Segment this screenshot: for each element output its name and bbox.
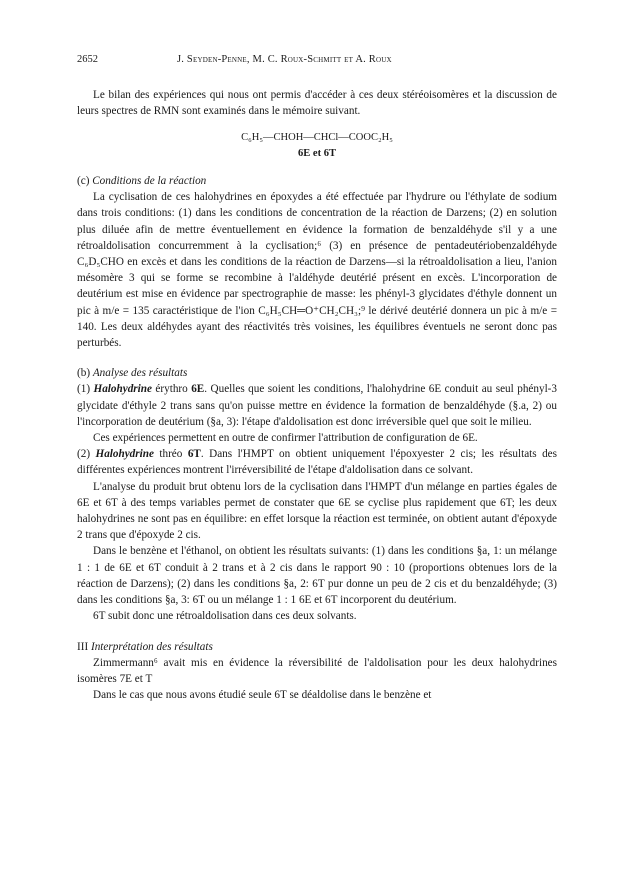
item-1-text: . Quelles que soient les conditions, l'halohydrine 6E conduit au seul phényl-3 glycidate d'éthyle 2 trans sans qu'on puisse mettre en évidence la formation de benzaldéhyde (§.a, 2) ou l'incorporation de deutérium (§a, 3): l'étape d'aldolisation est donc irréversible quel que soit le milieu. bbox=[77, 383, 557, 428]
section-iii-paragraph-2: Dans le cas que nous avons étudié seule 6T se déaldolise dans le benzène et bbox=[93, 689, 432, 702]
item-2-paragraph-2: L'analyse du produit brut obtenu lors de la cyclisation dans l'HMPT d'un mélange en parties égales de 6E et 6T à des temps variables permet de constater que 6E se cyclise plus rapidement que 6T; les deux halohydrines ne sont pas en équilibre: en effet lorsque la réaction est terminée, on obtient autant d'époxyde 2 trans que d'époxyde 2 cis. bbox=[77, 480, 557, 542]
document-page bbox=[77, 52, 557, 703]
section-b-title: Analyse des résultats bbox=[92, 367, 188, 380]
formula-label: 6E et 6T bbox=[298, 147, 336, 159]
section-iii-title: Interprétation des résultats bbox=[90, 640, 213, 653]
section-iii bbox=[77, 639, 557, 704]
intro-paragraph: Le bilan des expériences qui nous ont permis d'accéder à ces deux stéréoisomères et la discussion de leurs spectres de RMN sont examinés dans le mémoire suivant. bbox=[77, 89, 557, 118]
section-b-item-2 bbox=[77, 446, 557, 478]
page-number: 2652 bbox=[77, 54, 98, 65]
item-1-code: 6E bbox=[191, 383, 205, 396]
item-2-qualifier: thréo bbox=[153, 448, 188, 461]
section-c-paragraph: La cyclisation de ces halohydrines en époxydes a été effectuée par l'hydrure ou l'éthylate de sodium dans trois conditions: (1) dans les conditions de concentration de la réaction de Darzens; (2) en solution plus diluée afin de mettre éventuellement en évidence la formation de benzaldéhyde s'il y a une rétroaldolisation concurremment à la cyclisation;⁶ (3) en présence de pentadeutériobenzaldéhyde C₆D₅CHO en excès et dans les conditions de la réaction de Darzens—si la rétroaldolisation a lieu, l'anion mésomère 3 qui se forme se recombine à l'aldéhyde deutérié présent en excès. L'incorporation de deutérium est mise en évidence par spectrographie de masse: les phényl-3 glycidates d'éthyle donnent un pic à m/e = 135 caractéristique de l'ion C₆H₅CH═O⁺CH₂CH₃;⁹ le dérivé deutérié donnera un pic à m/e = 140. Les deux aldéhydes ayant des réactivités très voisines, les équilibres éventuels ne seront donc pas perturbés. bbox=[77, 191, 557, 350]
section-c-number: (c) bbox=[77, 175, 90, 188]
section-b-heading bbox=[77, 365, 557, 381]
item-2-text: . Dans l'HMPT on obtient uniquement l'époxyester 2 cis; les résultats des différentes expériences montrent l'irréversibilité de l'étape d'aldolisation dans ce solvant. bbox=[77, 448, 557, 477]
item-2-paragraph-4: 6T subit donc une rétroaldolisation dans ces deux solvants. bbox=[93, 610, 357, 623]
item-1-qualifier: érythro bbox=[151, 383, 192, 396]
item-2-paragraph-3: Dans le benzène et l'éthanol, on obtient les résultats suivants: (1) dans les conditions §a, 1: un mélange 1 : 1 de 6E et 6T conduit à 2 trans et à 2 cis dans le rapport 90 : 10 (proportions obtenues lors de la réaction de Darzens); (2) dans les conditions §a, 2: 6T pur donne un peu de 2 cis et du benzaldéhyde; (3) dans les conditions §a, 3: 6T ou un mélange 1 : 1 6E et 6T incorporent du deutérium. bbox=[77, 545, 557, 607]
item-2-code: 6T bbox=[187, 448, 201, 461]
section-iii-number: III bbox=[77, 640, 89, 653]
item-1-title: Halohydrine bbox=[93, 383, 152, 396]
section-b-number: (b) bbox=[77, 367, 91, 380]
item-1-follow: Ces expériences permettent en outre de confirmer l'attribution de configuration de 6E. bbox=[93, 432, 478, 445]
item-2-title: Halohydrine bbox=[95, 448, 154, 461]
section-b bbox=[77, 365, 557, 624]
page-header bbox=[77, 52, 557, 68]
chemical-formula: C₆H₅—CHOH—CHCl—COOC₂H₅ bbox=[241, 131, 393, 143]
item-2-number: (2) bbox=[77, 448, 91, 461]
section-iii-heading bbox=[77, 639, 557, 655]
section-c bbox=[77, 173, 557, 351]
section-b-item-1 bbox=[77, 381, 557, 430]
section-c-title: Conditions de la réaction bbox=[92, 175, 207, 188]
item-1-number: (1) bbox=[77, 383, 91, 396]
section-c-heading bbox=[77, 173, 557, 189]
section-iii-paragraph-1: Zimmermann⁶ avait mis en évidence la réversibilité de l'aldolisation pour les deux halohydrines isomères 7E et T bbox=[77, 656, 557, 685]
running-title: J. Seyden-Penne, M. C. Roux-Schmitt et A. Roux bbox=[177, 54, 392, 65]
